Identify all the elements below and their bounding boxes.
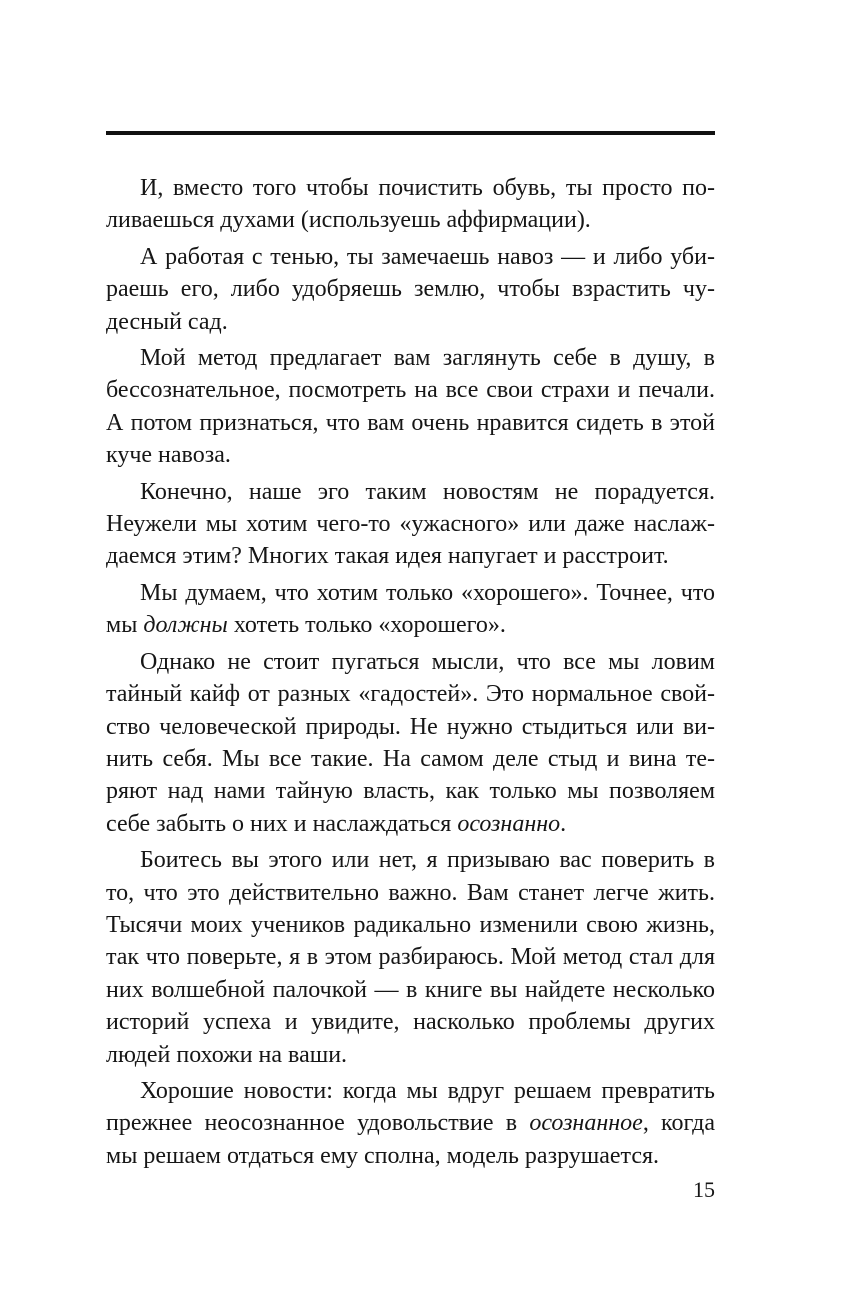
paragraph <box>106 172 715 237</box>
italic-emphasis: осознанное <box>529 1110 643 1137</box>
paragraph-text: Мы думаем, что хотим только «хорошего». Точнее, что мы <box>106 579 715 639</box>
paragraph <box>106 342 715 472</box>
paragraph <box>106 476 715 573</box>
paragraph-text: И, вместо того чтобы почистить обувь, ты просто поливаешься духами (используешь аффирмации). <box>106 175 715 234</box>
paragraph-text: Однако не стоит пугаться мысли, что все мы ловим тайный кайф от разных «гадостей». Это нормальное свойство человеческой природы. Не нужно стыдиться или винить себя. Мы все такие. На самом деле стыд и вина теряют над нами тайную власть, как только мы позволяем себе забыть о них и наслаждаться <box>106 648 715 837</box>
paragraph-text: хотеть только «хорошего». <box>227 612 506 639</box>
paragraph <box>106 241 715 338</box>
italic-emphasis: должны <box>143 612 228 639</box>
paragraph-text: Боитесь вы этого или нет, я призываю вас поверить в то, что это действительно важно. Вам станет легче жить. Тысячи моих учеников радикально изменили свою жизнь, так что поверьте, я в этом разбираюсь. Мой метод стал для них волшебной палочкой — в книге вы найдете несколько историй успеха и увидите, насколько проблемы других людей похожи на ваши. <box>106 847 715 1068</box>
paragraph <box>106 1075 715 1172</box>
paragraph-text: Конечно, наше эго таким новостям не порадуется. Неужели мы хотим чего-то «ужасного» или даже наслаждаемся этим? Многих такая идея напугает и расстроит. <box>106 478 715 570</box>
header-rule <box>106 131 715 135</box>
paragraph-text: Хорошие новости: когда мы вдруг решаем превратить прежнее неосознанное удовольствие в <box>106 1077 715 1137</box>
page-number: 15 <box>693 1177 715 1202</box>
paragraph-text: , когда мы решаем отдаться ему сполна, модель разрушается. <box>106 1110 716 1169</box>
paragraph <box>106 844 715 1071</box>
italic-emphasis: осознанно <box>457 810 561 837</box>
paragraph-text: . <box>560 810 567 837</box>
paragraph <box>106 646 715 840</box>
paragraph <box>106 577 715 642</box>
body-text <box>106 172 715 1176</box>
paragraph-text: А работая с тенью, ты замечаешь навоз — и либо убираешь его, либо удобряешь землю, чтобы взрастить чудесный сад. <box>106 243 715 335</box>
paragraph-text: Мой метод предлагает вам заглянуть себе в душу, в бессознательное, посмотреть на все свои страхи и печали. А потом признаться, что вам очень нравится сидеть в этой куче навоза. <box>106 345 715 469</box>
